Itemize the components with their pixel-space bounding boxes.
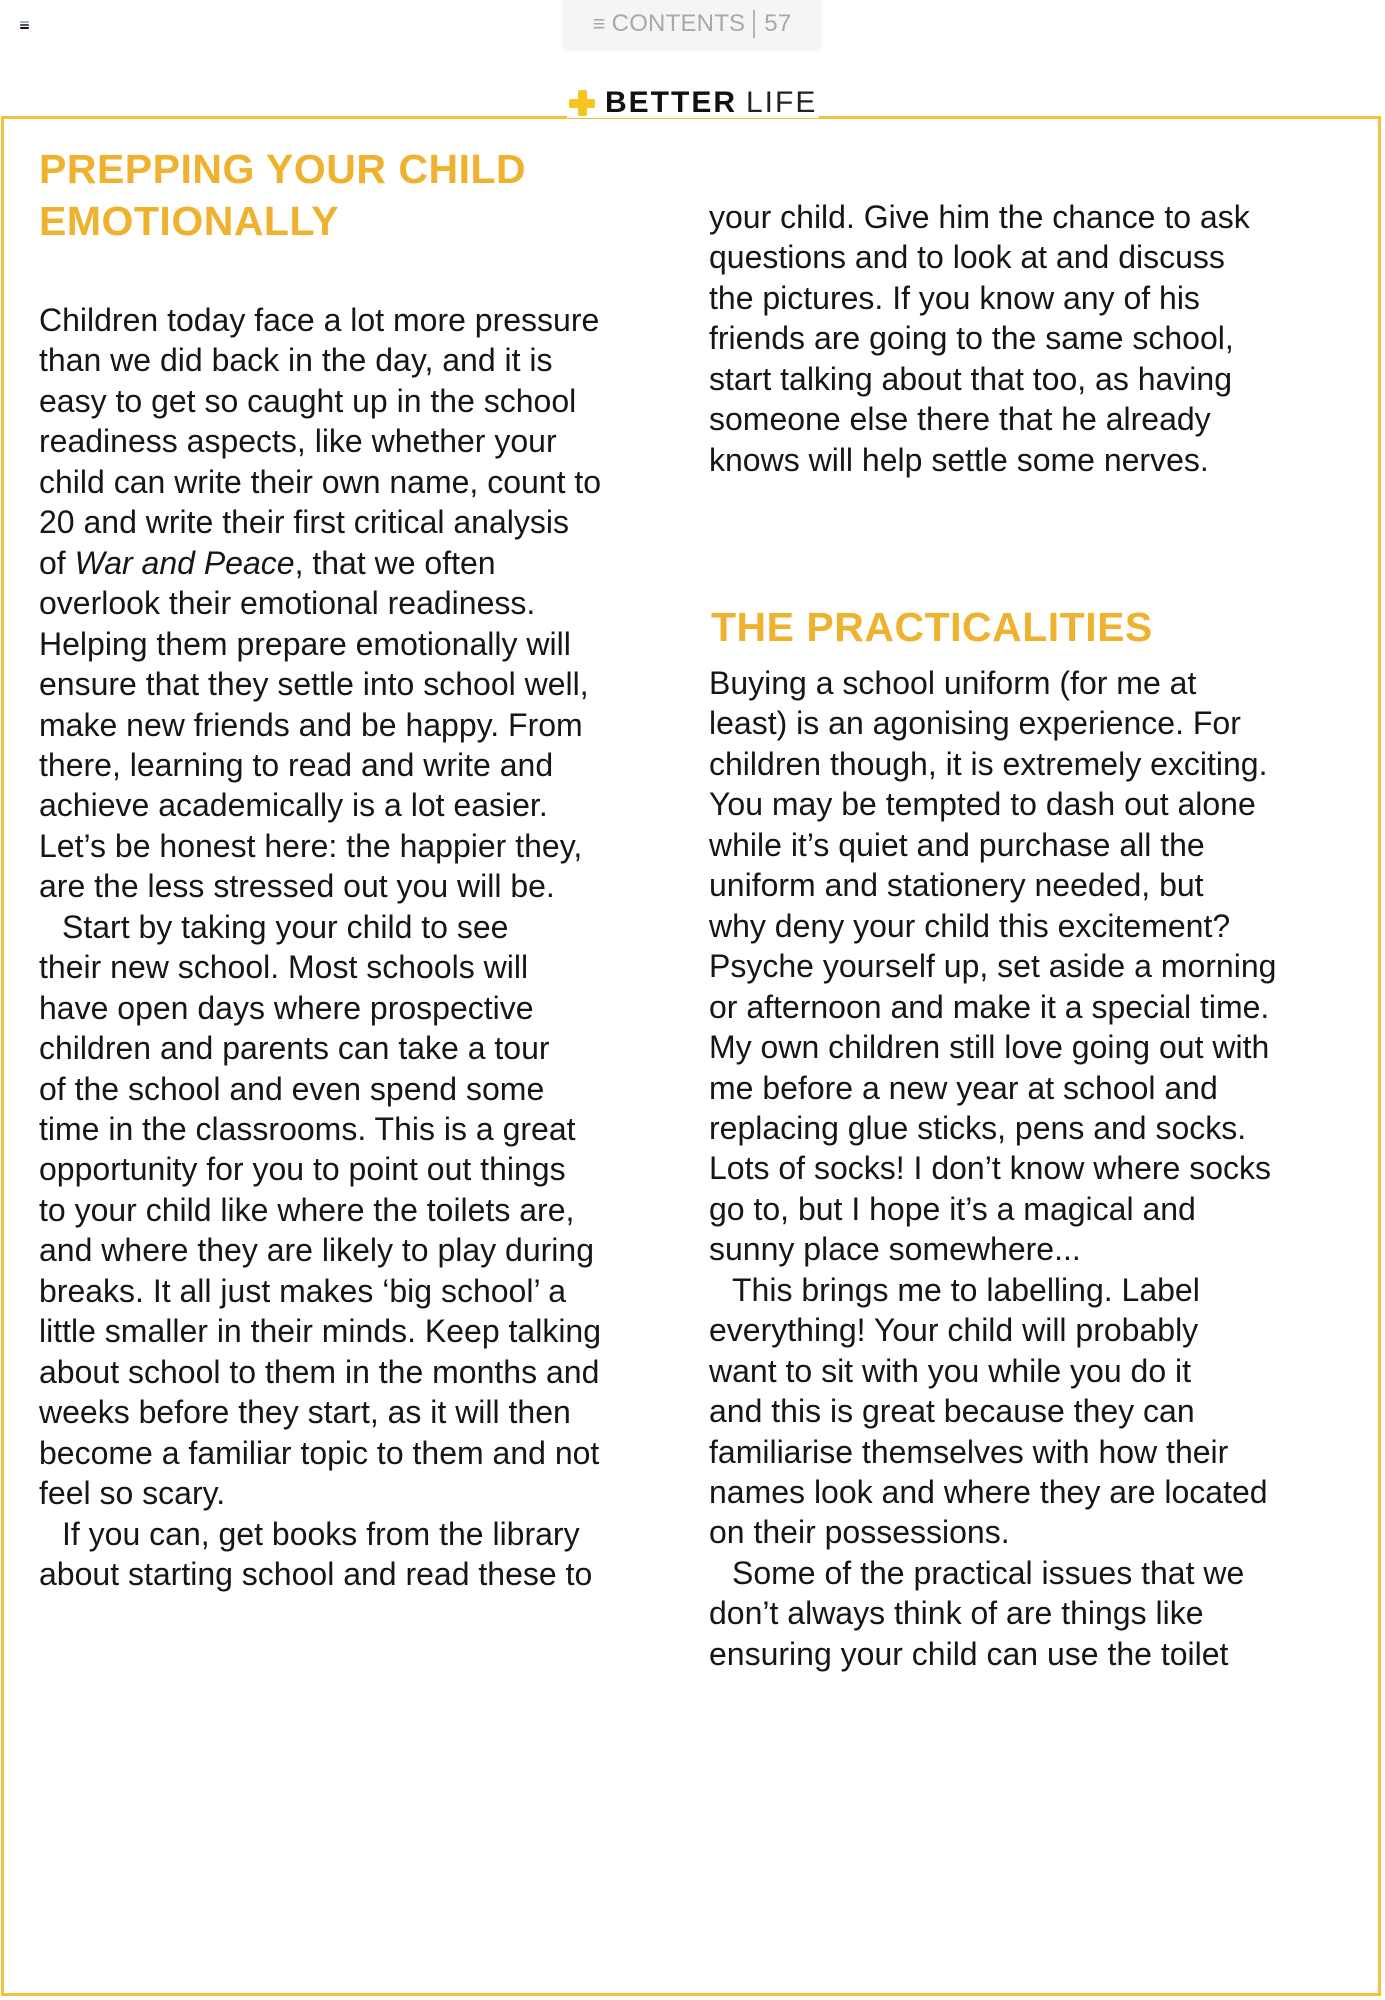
body-line: Start by taking your child to see	[62, 908, 509, 945]
body-line: or afternoon and make it a special time.	[709, 988, 1270, 1025]
body-line: breaks. It all just makes ‘big school’ a	[39, 1272, 567, 1309]
body-line: knows will help settle some nerves.	[709, 441, 1209, 478]
body-line: questions and to look at and discuss	[709, 239, 1225, 276]
body-line: child can write their own name, count to	[39, 463, 602, 500]
body-line: their new school. Most schools will	[39, 949, 529, 986]
body-line: on their possessions.	[709, 1514, 1010, 1551]
body-line: sunny place somewhere...	[709, 1231, 1081, 1268]
body-line: readiness aspects, like whether your	[39, 423, 557, 460]
body-line: there, learning to read and write and	[39, 746, 554, 783]
body-line: friends are going to the same school,	[709, 320, 1234, 357]
body-line: uniform and stationery needed, but	[709, 867, 1204, 904]
body-line: your child. Give him the chance to ask	[709, 199, 1250, 235]
contents-label: CONTENTS	[611, 10, 746, 37]
contents-button[interactable]	[564, 0, 820, 48]
body-line: names look and where they are located	[709, 1474, 1268, 1510]
body-line: Psyche yourself up, set aside a morning	[709, 948, 1277, 985]
body-line: and where they are likely to play during	[39, 1232, 594, 1269]
body-line: Let’s be honest here: the happier they,	[39, 827, 583, 864]
body-line: about school to them in the months and	[39, 1353, 600, 1390]
body-line: while it’s quiet and purchase all the	[709, 826, 1205, 863]
body-line: everything! Your child will probably	[709, 1312, 1199, 1349]
menu-icon-bar	[20, 24, 29, 26]
body-line: My own children still love going out with	[709, 1029, 1270, 1066]
body-line: than we did back in the day, and it is	[39, 342, 553, 379]
body-line: weeks before they start, as it will then	[39, 1394, 571, 1431]
body-line: little smaller in their minds. Keep talking	[39, 1313, 602, 1350]
body-line: You may be tempted to dash out alone	[709, 786, 1256, 823]
body-line: Lots of socks! I don’t know where socks	[709, 1150, 1272, 1187]
body-line: Some of the practical issues that we	[732, 1554, 1245, 1591]
body-line: least) is an agonising experience. For	[709, 705, 1241, 742]
body-line: easy to get so caught up in the school	[39, 382, 577, 419]
body-line: achieve academically is a lot easier.	[39, 787, 548, 824]
body-line: Helping them prepare emotionally will	[39, 625, 571, 662]
body-line: of the school and even spend some	[39, 1070, 545, 1107]
body-line: to your child like where the toilets are,	[39, 1191, 575, 1228]
body-line: me before a new year at school and	[709, 1069, 1218, 1106]
section-heading: EMOTIONALLY	[39, 198, 340, 244]
body-line: overlook their emotional readiness.	[39, 585, 536, 622]
section-brand	[567, 88, 819, 118]
body-line: have open days where prospective	[39, 989, 534, 1026]
body-line: feel so scary.	[39, 1475, 226, 1512]
plus-icon	[569, 90, 595, 116]
body-line: want to sit with you while you do it	[709, 1352, 1192, 1389]
body-line: This brings me to labelling. Label	[732, 1271, 1200, 1308]
body-line: ensuring your child can use the toilet	[709, 1635, 1229, 1672]
body-line: opportunity for you to point out things	[39, 1151, 566, 1188]
body-line: the pictures. If you know any of his	[709, 279, 1200, 316]
brand-bold: BETTER	[605, 86, 737, 119]
menu-icon-bar	[20, 27, 29, 29]
body-line: don’t always think of are things like	[709, 1595, 1204, 1632]
body-line: familiarise themselves with how their	[709, 1433, 1229, 1470]
body-line: time in the classrooms. This is a great	[39, 1111, 576, 1147]
italic-title: War and Peace	[74, 544, 295, 581]
body-line: Children today face a lot more pressure	[39, 302, 600, 338]
divider	[753, 10, 755, 38]
section-heading: PREPPING YOUR CHILD	[39, 146, 527, 192]
body-line: someone else there that he already	[709, 401, 1211, 438]
body-line: make new friends and be happy. From	[39, 706, 583, 743]
body-line: go to, but I hope it’s a magical and	[709, 1190, 1196, 1227]
body-line: children and parents can take a tour	[39, 1030, 550, 1067]
body-line: ensure that they settle into school well,	[39, 666, 589, 703]
body-line: start talking about that too, as having	[709, 360, 1232, 397]
body-line: replacing glue sticks, pens and socks.	[709, 1109, 1247, 1146]
brand-light: LIFE	[746, 86, 818, 119]
body-line: why deny your child this excitement?	[709, 907, 1231, 944]
body-line: about starting school and read these to	[39, 1555, 593, 1592]
menu-icon-bar	[20, 21, 29, 23]
body-line: Buying a school uniform (for me at	[709, 665, 1197, 701]
list-icon: ≡	[592, 11, 606, 36]
body-line: 20 and write their first critical analysis	[39, 504, 569, 541]
page-number: 57	[764, 10, 792, 37]
body-line: of War and Peace, that we often	[39, 544, 496, 581]
menu-icon[interactable]	[20, 21, 29, 30]
body-line: children though, it is extremely exciting.	[709, 745, 1268, 782]
body-line: are the less stressed out you will be.	[39, 868, 555, 905]
body-line: If you can, get books from the library	[62, 1515, 580, 1552]
body-line: and this is great because they can	[709, 1393, 1195, 1430]
body-line: become a familiar topic to them and not	[39, 1434, 600, 1471]
section-heading: THE PRACTICALITIES	[711, 604, 1153, 650]
